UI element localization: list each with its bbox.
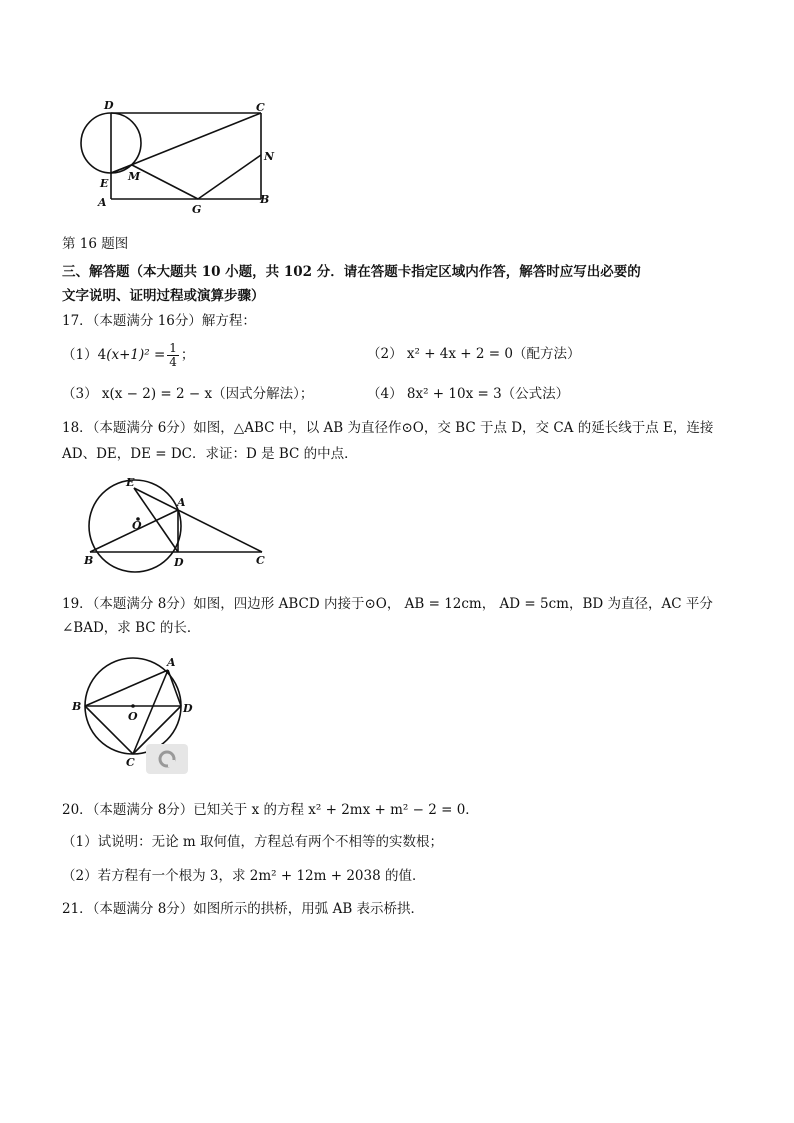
fig19-center-dot (132, 705, 134, 707)
q19-line1: 19．（本题满分 8分）如图，四边形 ABCD 内接于⊙O， AB = 12cm， AD = 5cm，BD 为直径，AC 平分 (62, 596, 713, 612)
rotate-icon[interactable] (146, 744, 188, 774)
q18-line2: AD、DE，DE = DC．求证：D 是 BC 的中点． (62, 446, 358, 462)
fig16-label-E: E (100, 177, 109, 190)
fig19-label-D: D (183, 702, 193, 715)
q17-part3: （3） x(x − 2) = 2 − x（因式分解法）； (62, 386, 314, 402)
fig16-line-MG (132, 165, 198, 199)
q21-line1: 21．（本题满分 8分）如图所示的拱桥，用弧 AB 表示桥拱． (62, 901, 425, 917)
section3-heading-line1: 三、解答题（本大题共 10 小题，共 102 分．请在答题卡指定区域内作答，解答时应写出必要的 (62, 264, 641, 280)
q18-line1: 18．（本题满分 6分）如图，△ABC 中，以 AB 为直径作⊙O，交 BC 于点 D，交 CA 的延长线于点 E，连接 (62, 420, 714, 436)
fig18-label-O: O (132, 519, 142, 532)
section3-heading-line2: 文字说明、证明过程或演算步骤） (62, 288, 265, 304)
fig16-label-G: G (192, 203, 202, 215)
q20-part1: （1）试说明：无论 m 取何值，方程总有两个不相等的实数根； (62, 834, 443, 850)
q17-part1-frac-den: 4 (169, 354, 177, 369)
figure-18 (80, 474, 280, 578)
fig18-line-EC (134, 488, 262, 552)
figure-16 (70, 95, 290, 215)
fig18-label-D: D (174, 556, 184, 569)
q17-part1-expr: (x+1)² = (106, 347, 166, 363)
q17-part4: （4） 8x² + 10x = 3（公式法） (367, 386, 570, 402)
rotate-icon-glyph (156, 748, 178, 770)
fig18-label-B: B (84, 554, 94, 567)
q17-part1-frac-num: 1 (169, 340, 177, 355)
fig19-label-O: O (128, 710, 138, 723)
fig18-label-E: E (126, 476, 135, 489)
q19-line2: ∠BAD，求 BC 的长． (62, 620, 201, 636)
fig16-label-B: B (260, 193, 270, 206)
fig16-caption: 第 16 题图 (62, 236, 129, 252)
fig16-line-GN (198, 155, 261, 199)
fig16-label-C: C (256, 101, 265, 114)
q17-part2: （2） x² + 4x + 2 = 0（配方法） (367, 346, 581, 362)
q20-part2: （2）若方程有一个根为 3，求 2m² + 12m + 2038 的值． (62, 868, 426, 884)
fig18-label-A: A (177, 496, 186, 509)
fig19-label-A: A (167, 656, 176, 669)
fig16-label-A: A (98, 196, 107, 209)
q17-part1 (62, 338, 194, 372)
q17-part1-prefix: （1）4 (62, 347, 107, 363)
fig16-label-D: D (104, 99, 114, 112)
fig16-label-N: N (264, 150, 275, 163)
fig19-label-C: C (126, 756, 135, 769)
fig19-label-B: B (72, 700, 82, 713)
fig19-line-AD (168, 670, 181, 706)
fig18-label-C: C (256, 554, 265, 567)
q17-part1-suffix: ； (180, 347, 195, 363)
q17-stem: 17．（本题满分 16分）解方程： (62, 313, 256, 329)
q20-line1: 20．（本题满分 8分）已知关于 x 的方程 x² + 2mx + m² − 2 = 0． (62, 802, 479, 818)
fig16-label-M: M (128, 170, 141, 183)
q17-part1-fraction (167, 342, 179, 369)
